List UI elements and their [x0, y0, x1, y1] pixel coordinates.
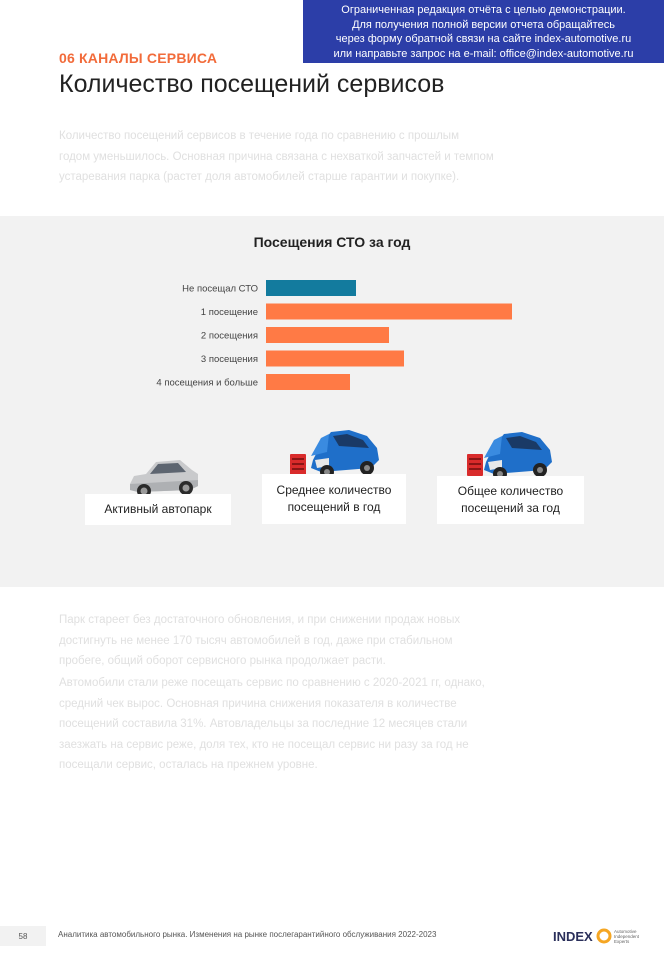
card-avg-visits: [262, 474, 406, 524]
category-label: 4 посещения и больше: [156, 377, 258, 389]
intro-paragraph: [59, 126, 609, 188]
bar-chart: [0, 216, 664, 416]
text-line: средний чек вырос. Основная причина снижения показателя в количестве: [59, 697, 457, 710]
category-label: 2 посещения: [200, 330, 258, 342]
logo-mark-icon: [598, 930, 610, 942]
bar: [266, 351, 404, 367]
demo-notice-banner: [303, 0, 664, 63]
text-line: пробеге, общий оборот сервисного рынка продолжает расти.: [59, 655, 386, 667]
bar: [266, 327, 389, 343]
index-logo: [553, 926, 640, 948]
page-title: Количество посещений сервисов: [59, 70, 445, 98]
card-label: Активный автопарк: [104, 502, 212, 516]
banner-line: или направьте запрос на e-mail: office@index-automotive.ru: [333, 47, 634, 60]
logo-sub: Independent: [614, 934, 640, 939]
card-active-fleet: [85, 494, 231, 525]
chart-title: Посещения СТО за год: [253, 234, 411, 250]
card-label-line: Общее количество: [457, 484, 564, 498]
logo-text: INDEX: [553, 929, 593, 944]
section-label: 06 КАНАЛЫ СЕРВИСА: [59, 50, 218, 66]
logo-sub: Experts: [614, 939, 630, 944]
banner-line: через форму обратной связи на сайте index-automotive.ru: [335, 33, 632, 45]
logo-sub: Automotive: [614, 929, 637, 934]
body-paragraph-2: [59, 673, 609, 776]
bar: [266, 280, 356, 296]
text-line: годом уменьшилось. Основная причина связана с нехваткой запчастей и темпом: [59, 150, 494, 163]
banner-line: Ограниченная редакция отчёта с целью демонстрации.: [341, 4, 626, 16]
text-line: Автомобили стали реже посещать сервис по сравнению с 2020-2021 гг, однако,: [59, 677, 485, 689]
text-line: устаревания парка (растет доля автомобилей старше гарантии и покупке).: [59, 171, 460, 183]
text-line: Парк стареет без достаточного обновления, и при снижении продаж новых: [59, 614, 461, 626]
banner-line: Для получения полной версии отчета обращайтесь: [352, 18, 615, 31]
body-paragraph-1: [59, 610, 609, 672]
category-label: 3 посещения: [200, 354, 258, 365]
chart-panel: [0, 216, 664, 587]
card-label-line: Среднее количество: [276, 483, 392, 497]
category-label: 1 посещение: [200, 307, 258, 318]
text-line: посещений составила 31%. Автовладельцы за последние 12 месяцев стали: [59, 718, 468, 730]
text-line: Количество посещений сервисов в течение года по сравнению с прошлым: [59, 130, 459, 142]
category-label: Не посещал СТО: [182, 283, 258, 295]
text-line: достигнуть не менее 170 тысяч автомобилей в год, даже при стабильном: [59, 634, 453, 647]
text-line: посещали сервис, осталась на прежнем уровне.: [59, 759, 318, 771]
text-line: заезжать на сервис реже, доля тех, кто не посещал сервис ни разу за год не: [59, 738, 469, 751]
bar: [266, 304, 512, 320]
card-label-line: посещений в год: [287, 500, 381, 514]
footer-caption: Аналитика автомобильного рынка. Изменения на рынке послегарантийного обслуживания 2022-2023: [58, 930, 437, 939]
page-number: 58: [0, 926, 46, 946]
card-total-visits: [437, 476, 584, 524]
bar: [266, 374, 350, 390]
card-label-line: посещений за год: [461, 501, 560, 515]
